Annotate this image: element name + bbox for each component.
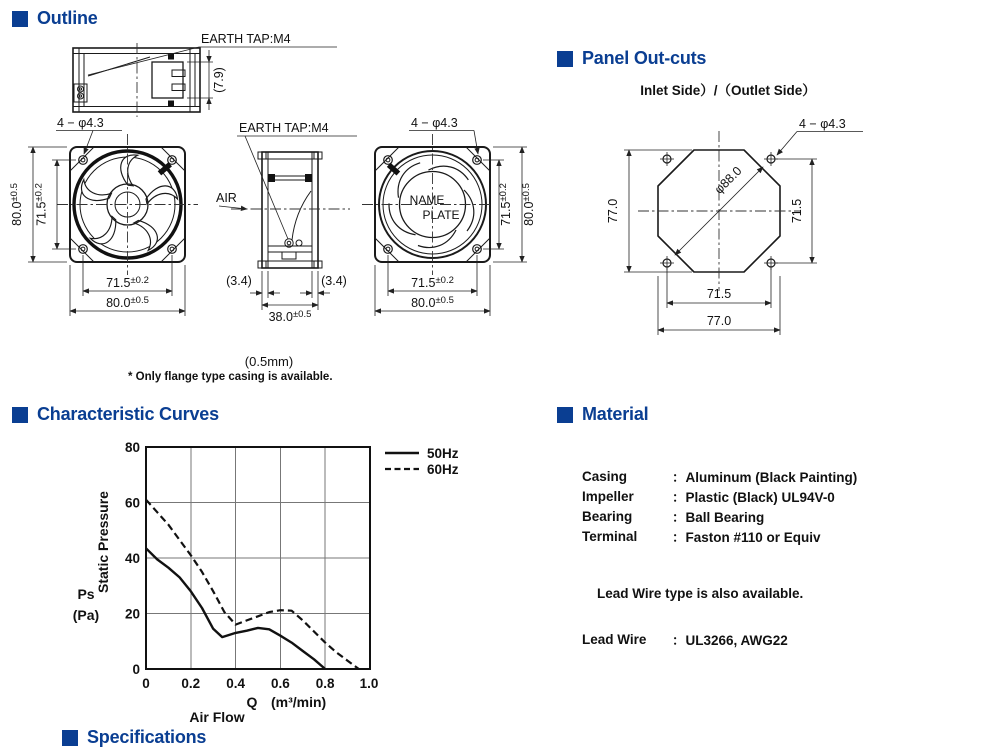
fan-side-view [216,121,357,324]
dim-front-height-inner: $71.5^{\pm 0.2}$ [33,183,49,226]
legend-50hz-label: 50Hz [427,446,459,461]
panel-outcuts-title: Panel Out-cuts [582,48,707,68]
panel-outcuts-header [557,48,706,69]
svg-text:1.0: 1.0 [359,676,379,691]
lead-wire-note: Lead Wire type is also available. [597,586,804,601]
y-axis-unit: (Pa) [72,607,100,623]
earth-tap-label-top: EARTH TAP:M4 [201,32,291,46]
material-row-label: Bearing [582,508,633,524]
y-axis-symbol: Ps [77,586,95,602]
characteristic-curves-chart [60,440,480,735]
legend-60hz-label: 60Hz [427,462,459,477]
air-flow-label: AIR [216,191,237,205]
svg-text:0: 0 [132,662,140,677]
name-plate-line2: PLATE [422,208,460,222]
dim-front-height-outer: $80.0^{\pm 0.5}$ [9,183,24,226]
fan-rear-view [362,116,536,316]
dim-rear-width-inner: $71.5^{\pm 0.2}$ [411,275,454,290]
panel-outcuts-drawing [545,70,1000,370]
characteristic-curves-header [12,404,219,425]
svg-text:0.6: 0.6 [271,676,290,691]
holes-label-panel: 4 − φ4.3 [799,117,846,131]
section-bullet-icon [557,51,573,67]
dim-panel-right: 71.5 [790,198,804,224]
fan-top-view [73,32,337,117]
panel-subtitle: Inlet Side）/（Outlet Side） [640,83,816,98]
dim-cutout-diameter: φ88.0 [711,163,745,197]
material-row [582,486,857,506]
section-bullet-icon [557,407,573,423]
svg-text:20: 20 [124,606,140,622]
fan-front-view [9,116,198,316]
x-axis-unit: (m³/min) [271,694,327,710]
dim-label-7-9: (7.9) [212,67,226,93]
material-row-label: Terminal [582,528,638,544]
material-row [582,466,857,486]
svg-text:0: 0 [142,676,150,691]
material-row-value: ：Faston #110 or Equiv [672,530,821,545]
dim-front-width-outer: $80.0^{\pm 0.5}$ [106,295,149,310]
material-title: Material [582,404,649,424]
material-row-label: Impeller [582,488,634,504]
specifications-title: Specifications [87,727,207,747]
holes-label-rear: 4 − φ4.3 [411,116,458,130]
dim-rear-height-inner: $71.5^{\pm 0.2}$ [498,183,513,226]
x-axis-label: Air Flow [189,709,245,725]
characteristic-curves-title: Characteristic Curves [37,404,219,424]
dim-panel-bottom-outer: 77.0 [706,314,732,328]
panel-cutout [638,131,800,291]
svg-text:40: 40 [124,551,140,566]
lead-wire-value: ：UL3266, AWG22 [672,633,788,648]
svg-text:0.4: 0.4 [226,676,245,691]
material-row-value: ：Aluminum (Black Painting) [672,470,858,485]
outline-header [12,8,98,29]
material-table [582,466,857,546]
svg-text:60: 60 [124,495,140,511]
earth-tap-label-side: EARTH TAP:M4 [239,121,329,135]
svg-text:0.2: 0.2 [181,676,201,691]
x-axis-ticks [142,676,378,691]
material-row-value: ：Ball Bearing [672,510,765,525]
dim-rear-width-outer: $80.0^{\pm 0.5}$ [411,295,454,310]
dim-panel-bottom-inner: 71.5 [706,287,732,301]
outline-title: Outline [37,8,98,28]
chart-grid [146,447,370,669]
holes-label-front: 4 − φ4.3 [57,116,104,130]
flange-note: * Only flange type casing is available. [128,371,333,383]
dim-flange-left: (3.4) [226,274,252,288]
section-bullet-icon [12,407,28,423]
dim-panel-left: 77.0 [606,198,620,224]
dim-front-width-inner: $71.5^{\pm 0.2}$ [106,275,149,290]
material-row-value: ：Plastic (Black) UL94V-0 [672,490,835,505]
y-axis-ticks [125,440,140,677]
svg-text:80: 80 [124,440,140,455]
name-plate-line1: NAME [409,193,445,207]
x-axis-symbol: Q [246,694,258,710]
material-header [557,404,648,425]
lead-wire-row [582,629,788,649]
lead-wire-label: Lead Wire [582,631,647,647]
y-axis-label: Static Pressure [95,491,111,593]
section-bullet-icon [12,11,28,27]
svg-text:0.8: 0.8 [315,676,335,691]
curve-60hz [146,500,359,669]
dim-rear-height-outer: $80.0^{\pm 0.5}$ [521,183,536,226]
material-row [582,526,857,546]
dim-depth: $38.0^{\pm 0.5}$ [268,309,312,324]
material-row-label: Casing [582,468,628,484]
thickness-note: (0.5mm) [244,354,294,369]
chart-legend [385,446,459,477]
outline-drawing [0,28,545,395]
dim-flange-right: (3.4) [321,274,347,288]
material-row [582,506,857,526]
